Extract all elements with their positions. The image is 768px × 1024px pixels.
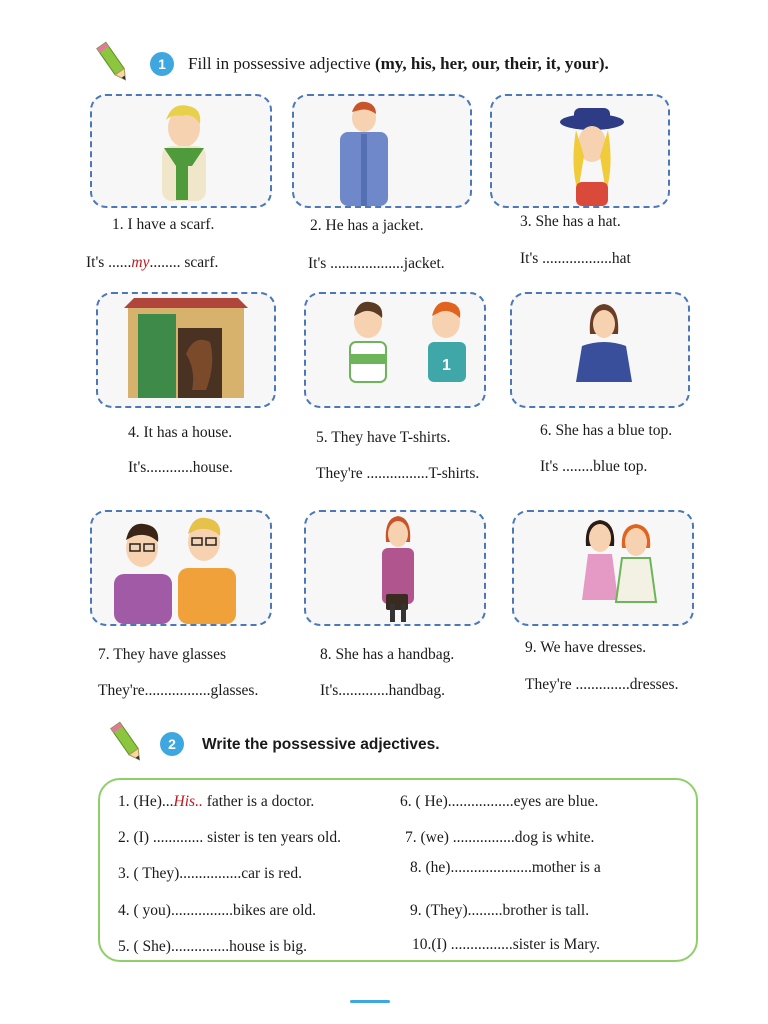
exercise-2-row-1[interactable] <box>118 793 314 811</box>
item-2-prompt: 2. He has a jacket. <box>310 217 424 234</box>
item-4-blank[interactable]: It's............house. <box>128 459 233 476</box>
woman-in-blue-top-illustration <box>512 294 688 406</box>
pencil-icon <box>96 40 130 86</box>
item-8-blank[interactable]: It's.............handbag. <box>320 682 446 699</box>
horse-in-stable-illustration <box>98 294 274 406</box>
picture-girls-dresses <box>512 510 694 626</box>
picture-girl-hat <box>490 94 670 208</box>
picture-woman-blue-top <box>510 292 690 408</box>
item-7-blank[interactable]: They're.................glasses. <box>98 682 259 699</box>
pencil-icon <box>110 720 144 766</box>
boy-with-scarf-illustration <box>92 96 270 206</box>
section-1-instruction <box>188 54 609 74</box>
item-1-blank[interactable] <box>86 254 218 272</box>
svg-text:1: 1 <box>442 357 451 374</box>
section-2-instruction: Write the possessive adjectives. <box>202 736 440 753</box>
item-9-prompt: 9. We have dresses. <box>525 639 647 656</box>
picture-boys-tshirts <box>304 292 486 408</box>
item-1-blank-after: ........ scarf. <box>149 254 219 271</box>
item-1-answer: my <box>131 254 150 271</box>
section-number-badge: 1 <box>150 52 174 76</box>
picture-woman-handbag <box>304 510 486 626</box>
picture-man-jacket <box>292 94 472 208</box>
man-with-jacket-illustration <box>294 96 470 206</box>
row-1-before: 1. (He)... <box>118 793 174 810</box>
section-number-badge: 2 <box>160 732 184 756</box>
item-4-prompt: 4. It has a house. <box>128 424 233 441</box>
item-5-prompt: 5. They have T-shirts. <box>316 429 451 446</box>
instruction-text: Fill in possessive adjective <box>188 54 375 73</box>
exercise-2-row-8[interactable]: 8. (he).....................mother is a <box>410 859 601 876</box>
men-with-glasses-illustration <box>92 512 270 624</box>
girl-with-hat-illustration <box>492 96 668 206</box>
girls-in-dresses-illustration <box>514 512 692 624</box>
row-1-after: father is a doctor. <box>202 793 315 810</box>
exercise-2-row-3[interactable]: 3. ( They)................car is red. <box>118 865 302 882</box>
woman-with-handbag-illustration <box>306 512 484 624</box>
exercise-2-row-6[interactable]: 6. ( He).................eyes are blue. <box>400 793 599 810</box>
exercise-2-row-10[interactable]: 10.(I) ................sister is Mary. <box>412 936 600 953</box>
item-6-blank[interactable]: It's ........blue top. <box>540 458 648 475</box>
footer-accent-bar <box>350 1000 390 1003</box>
row-1-answer: His.. <box>173 793 203 810</box>
exercise-2-row-2[interactable]: 2. (I) ............. sister is ten years old. <box>118 829 341 846</box>
item-3-blank[interactable]: It's ..................hat <box>520 250 631 267</box>
instruction-options: (my, his, her, our, their, it, your). <box>374 54 609 73</box>
item-2-blank[interactable]: It's ...................jacket. <box>308 255 445 272</box>
exercise-2-row-4[interactable]: 4. ( you)................bikes are old. <box>118 902 317 919</box>
item-5-blank[interactable]: They're ................T-shirts. <box>316 465 480 482</box>
item-1-blank-before: It's ...... <box>86 254 132 271</box>
item-3-prompt: 3. She has a hat. <box>520 213 621 230</box>
picture-horse-house <box>96 292 276 408</box>
exercise-2-row-5[interactable]: 5. ( She)...............house is big. <box>118 938 308 955</box>
item-7-prompt: 7. They have glasses <box>98 646 226 663</box>
exercise-2-row-9[interactable]: 9. (They).........brother is tall. <box>410 902 590 919</box>
exercise-2-row-7[interactable]: 7. (we) ................dog is white. <box>405 829 595 846</box>
item-8-prompt: 8. She has a handbag. <box>320 646 455 663</box>
item-9-blank[interactable]: They're ..............dresses. <box>525 676 679 693</box>
picture-boy-scarf <box>90 94 272 208</box>
item-1-prompt: 1. I have a scarf. <box>112 216 215 233</box>
boys-in-tshirts-illustration <box>306 294 484 406</box>
picture-men-glasses <box>90 510 272 626</box>
item-6-prompt: 6. She has a blue top. <box>540 422 673 439</box>
